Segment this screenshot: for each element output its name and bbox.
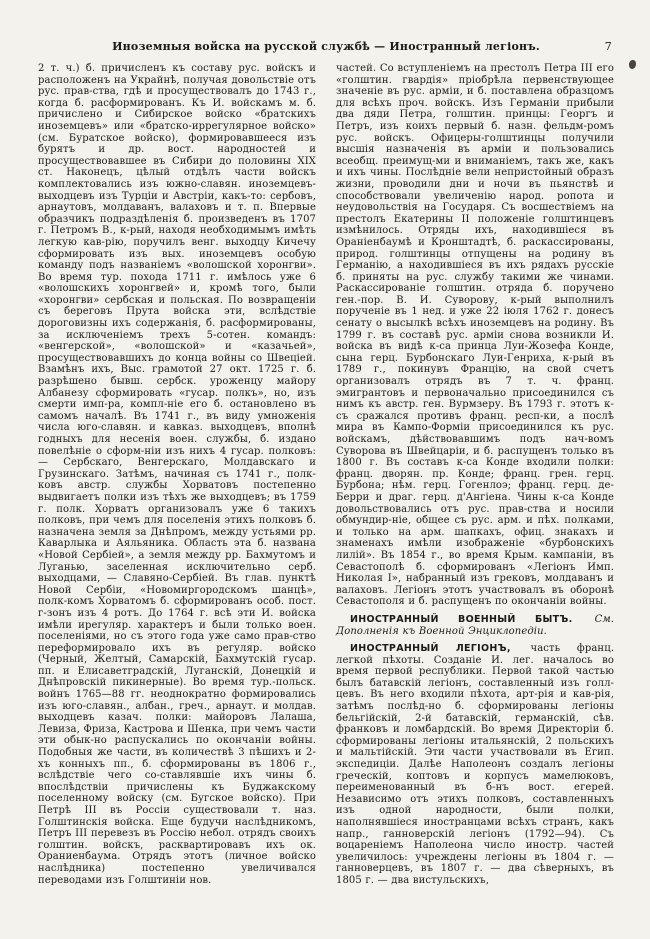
right-column — [336, 63, 614, 887]
running-head: Иноземныя войска на русской службѣ — Иностранный легіонъ. — [112, 40, 540, 53]
page-header — [38, 40, 614, 53]
entry-inostranny-legion — [336, 643, 614, 886]
left-column — [38, 63, 316, 887]
entry-headword: ИНОСТРАННЫЙ ЛЕГІОНЪ, — [350, 643, 511, 655]
two-column-layout — [38, 63, 614, 887]
ink-blot — [629, 60, 636, 69]
article-text-right: частей. Со вступленіемъ на престолъ Петра III его «голштин. гвардія» пріобрѣла первенствующее значеніе въ рус. арміи, и б. поставлена образцомъ для всѣхъ проч. войскъ. Изъ Германіи прибыли два дяди Петра, голштин. принцы: Георгъ и Петръ, изъ коихъ первый б. назн. фельдм-ромъ рус. войскъ. Офицеры-голштинцы получили высшія назначенія въ арміи и пользовались всеобщ. преимущ-ми и вниманіемъ, такъ же, какъ и ихъ чины. Послѣдніе вели непристойный образъ жизни, проводили дни и ночи въ пьянствѣ и способствовали увеличенію народ. ропота и неудовольствія на Государя. Съ восшествіемъ на престолъ Екатерины II положеніе голштинцевъ измѣнилось. Отряды ихъ, находившіеся въ Ораніенбаумѣ и Кронштадтѣ, б. раскассированы, природ. голштинцы отпущены на родину въ Германію, а находившіеся въ ихъ рядахъ русскіе б. приняты на рус. службу такими же чинами. Раскассированіе голштин. отряда б. поручено ген.-пор. В. И. Суворову, к-рый выполнилъ порученіе въ 1 нед. и уже 22 іюля 1762 г. донесъ сенату о высылкѣ всѣхъ иноземцевъ на родину. Въ 1799 г. въ составѣ рус. арміи снова возникли И. войска въ видѣ к-са принца Луи-Жозефа Конде, сына герц. Бурбонскаго Луи-Генриха, к-рый въ 1789 г., покинувъ Францію, на свой счетъ организовалъ отрядъ въ 7 т. ч. франц. эмигрантовъ и первоначально присоединился съ нимъ къ австр. ген. Вурмзеру. Въ 1793 г. этотъ к-съ сражался противъ франц. респ-ки, а послѣ мира въ Кампо-Форміи присоединился къ рус. войскамъ, дѣйствовавшимъ подъ нач-вомъ Суворова въ Швейцаріи, и б. распущенъ только въ 1800 г. Въ составъ к-са Конде входили полки: франц. дворян. пр. Конде; франц. грен. герц. Бурбона; нѣм. герц. Гогенлоэ; франц. герц. де-Берри и драг. герц. д'Ангіена. Чины к-са Конде довольствовались отъ рус. прав-ства и носили обмундир-ніе, общее съ рус. арм. и пѣх. полками, и только на арм. шапкахъ, офиц. знакахъ и знаменахъ имѣли изображеніе «бурбонскихъ лилій». Въ 1854 г., во время Крым. кампаніи, въ Севастополѣ б. сформированъ «Легіонъ Имп. Николая I», набранный изъ грековъ, молдаванъ и валаховъ. Легіонъ этотъ участвовалъ въ оборонѣ Севастополя и б. распущенъ по окончаніи войны. — [336, 63, 614, 608]
entry-body: часть франц. легкой пѣхоты. Созданіе И. лег. началось во время первой республики. Первой такой частью былъ батавскій легіонъ, составленный изъ голл-цевъ. Въ него входили пѣхота, арт-рія и кав-рія, затѣмъ послѣд-но б. сформированы легіоны бельгійскій, 2-й батавскій, германскій, сѣв. франковъ и ломбардскій. Во время Директоріи б. сформированы легіоны итальянскій, 2 польскихъ и мальтійскій. Эти части участвовали въ Егип. экспедиціи. Далѣе Наполеонъ создалъ легіоны греческій, коптовъ и корпусъ мамелюковъ, переименованный въ б-нъ вост. егерей. Независимо отъ этихъ полковъ, составленныхъ изъ одной народности, были полки, наполнявшіеся иностранцами всѣхъ странъ, какъ напр., ганноверскій легіонъ (1792—94). Съ воцареніемъ Наполеона число иностр. частей увеличилось: учреждены легіоны въ 1804 г. — ганноверцевъ, въ 1807 г. — два сѣверныхъ, въ 1805 г. — два вистульскихъ, — [336, 643, 615, 886]
article-text-left: 2 т. ч.) б. причисленъ къ составу рус. войскъ и расположенъ на Украйнѣ, получая довольствіе отъ рус. прав-ства, гдѣ и просуществовалъ до 1743 г., когда б. расформированъ. Къ И. войскамъ м. б. причислено и Сибирское войско «братскихъ иноземцевъ» или «братско-иррегулярное войско» (см. Буратское войско), формировавшееся изъ бурятъ и др. вост. народностей и просуществовавшее въ Сибири до половины XIX ст. Наконецъ, цѣлый отдѣлъ части войскъ комплектовались изъ южно-славян. иноземцевъ-выходцевъ изъ Турціи и Австріи, какъ-то: сербовъ, арнаутовъ, молдаванъ, валаховъ и т. п. Впервые образчикъ подраздѣленія б. произведенъ въ 1707 г. Петромъ В., к-рый, находя необходимымъ имѣть легкую кав-рію, поручилъ венг. выходцу Кичечу сформировать изъ вых. иноземцевъ особую команду подъ названіемъ «волошской хоронгви». Во время тур. похода 1711 г. имѣлось уже 6 «волошскихъ хоронгвей» и, кромѣ того, были «хоронгви» сербская и польская. По возвращеніи съ береговъ Прута войска эти, вслѣдствіе дороговизны ихъ содержанія, б. расформированы, за исключеніемъ трехъ 5-сотен. командъ: «венгерской», «волошской» и «казачьей», просуществовавшихъ до конца войны со Швеціей. Взамѣнъ ихъ, Выс. грамотой 27 окт. 1725 г. б. разрѣшено бывш. сербск. уроженцу майору Албанезу сформировать «гусар. полкъ», но, изъ смерти имп-ра, компл-ніе его б. остановлено въ самомъ началѣ. Въ 1741 г., въ виду умноженія числа юго-славян. и кавказ. выходцевъ, вполнѣ годныхъ для несенія воен. службы, б. издано повелѣніе о сформ-ніи изъ нихъ 4 гусар. полковъ: — Сербскаго, Венгерскаго, Молдавскаго и Грузинскаго. Затѣмъ, начиная съ 1741 г., полк-ковъ австр. службы Хорватовъ постепенно выдвигаетъ полки изъ тѣхъ же выходцевъ; въ 1759 г. полк. Хорватъ организовалъ уже 6 такихъ полковъ, при чемъ для поселенія этихъ полковъ б. назначена земля за Днѣпромъ, между устьями рр. Каварлыка и Аяльяника. Область эта б. названа «Новой Сербіей», а земля между рр. Бахмутомъ и Луганью, заселенная исключительно серб. выходцами, — Славяно-Сербіей. Въ глав. пунктѣ Новой Сербіи, «Новомиргородскомъ шанцѣ», полк-комъ Хорватомъ б. сформированъ особ. пост. г-зонъ изъ 4 ротъ. До 1764 г. всѣ эти И. войска имѣли ирегуляр. характеръ и были только воен. поселеніями, но съ этого года уже само прав-ство переформировало ихъ въ регуляр. войско (Черный, Желтый, Самарскій, Бахмутскій гусар. пп. и Елисаветградскій, Луганскій, Донецкій и Днѣпровскій пикинерные). Во время тур.-польск. войнъ 1765—88 гг. неоднократно формировались изъ юго-славян., албан., греч., арнаут. и молдав. выходцевъ казач. полки: майоровъ Лалаша, Левиза, Фриза, Кастрова и Шенка, при чемъ части эти обык-но распускались по окончаніи войны. Подобныя же части, въ количествѣ 3 пѣшихъ и 2-хъ конныхъ пп., б. сформированы въ 1806 г., вслѣдствіе чего со-ставлявшіе ихъ чины б. впослѣдствіи причислены къ Буджакскому поселенному войску (см. Бугское войско). При Петрѣ III въ Россіи существовали т. наз. Голштинскія войска. Еще будучи наслѣдникомъ, Петръ III перевезъ въ Россію небол. отрядъ своихъ голштин. войскъ, расквартировавъ ихъ ок. Ораниенбаума. Отрядъ этотъ (личное войско наслѣдника) постепенно увеличивался переводами изъ Голштиніи нов. — [38, 63, 316, 886]
page-number: 7 — [604, 40, 612, 53]
entry-inostranny-voenny-byt — [336, 614, 614, 637]
entry-headword: ИНОСТРАННЫЙ ВОЕННЫЙ БЫТЪ. — [350, 613, 573, 625]
entry-reference: См. Дополненія къ Военной Энциклопедіи. — [336, 613, 614, 637]
